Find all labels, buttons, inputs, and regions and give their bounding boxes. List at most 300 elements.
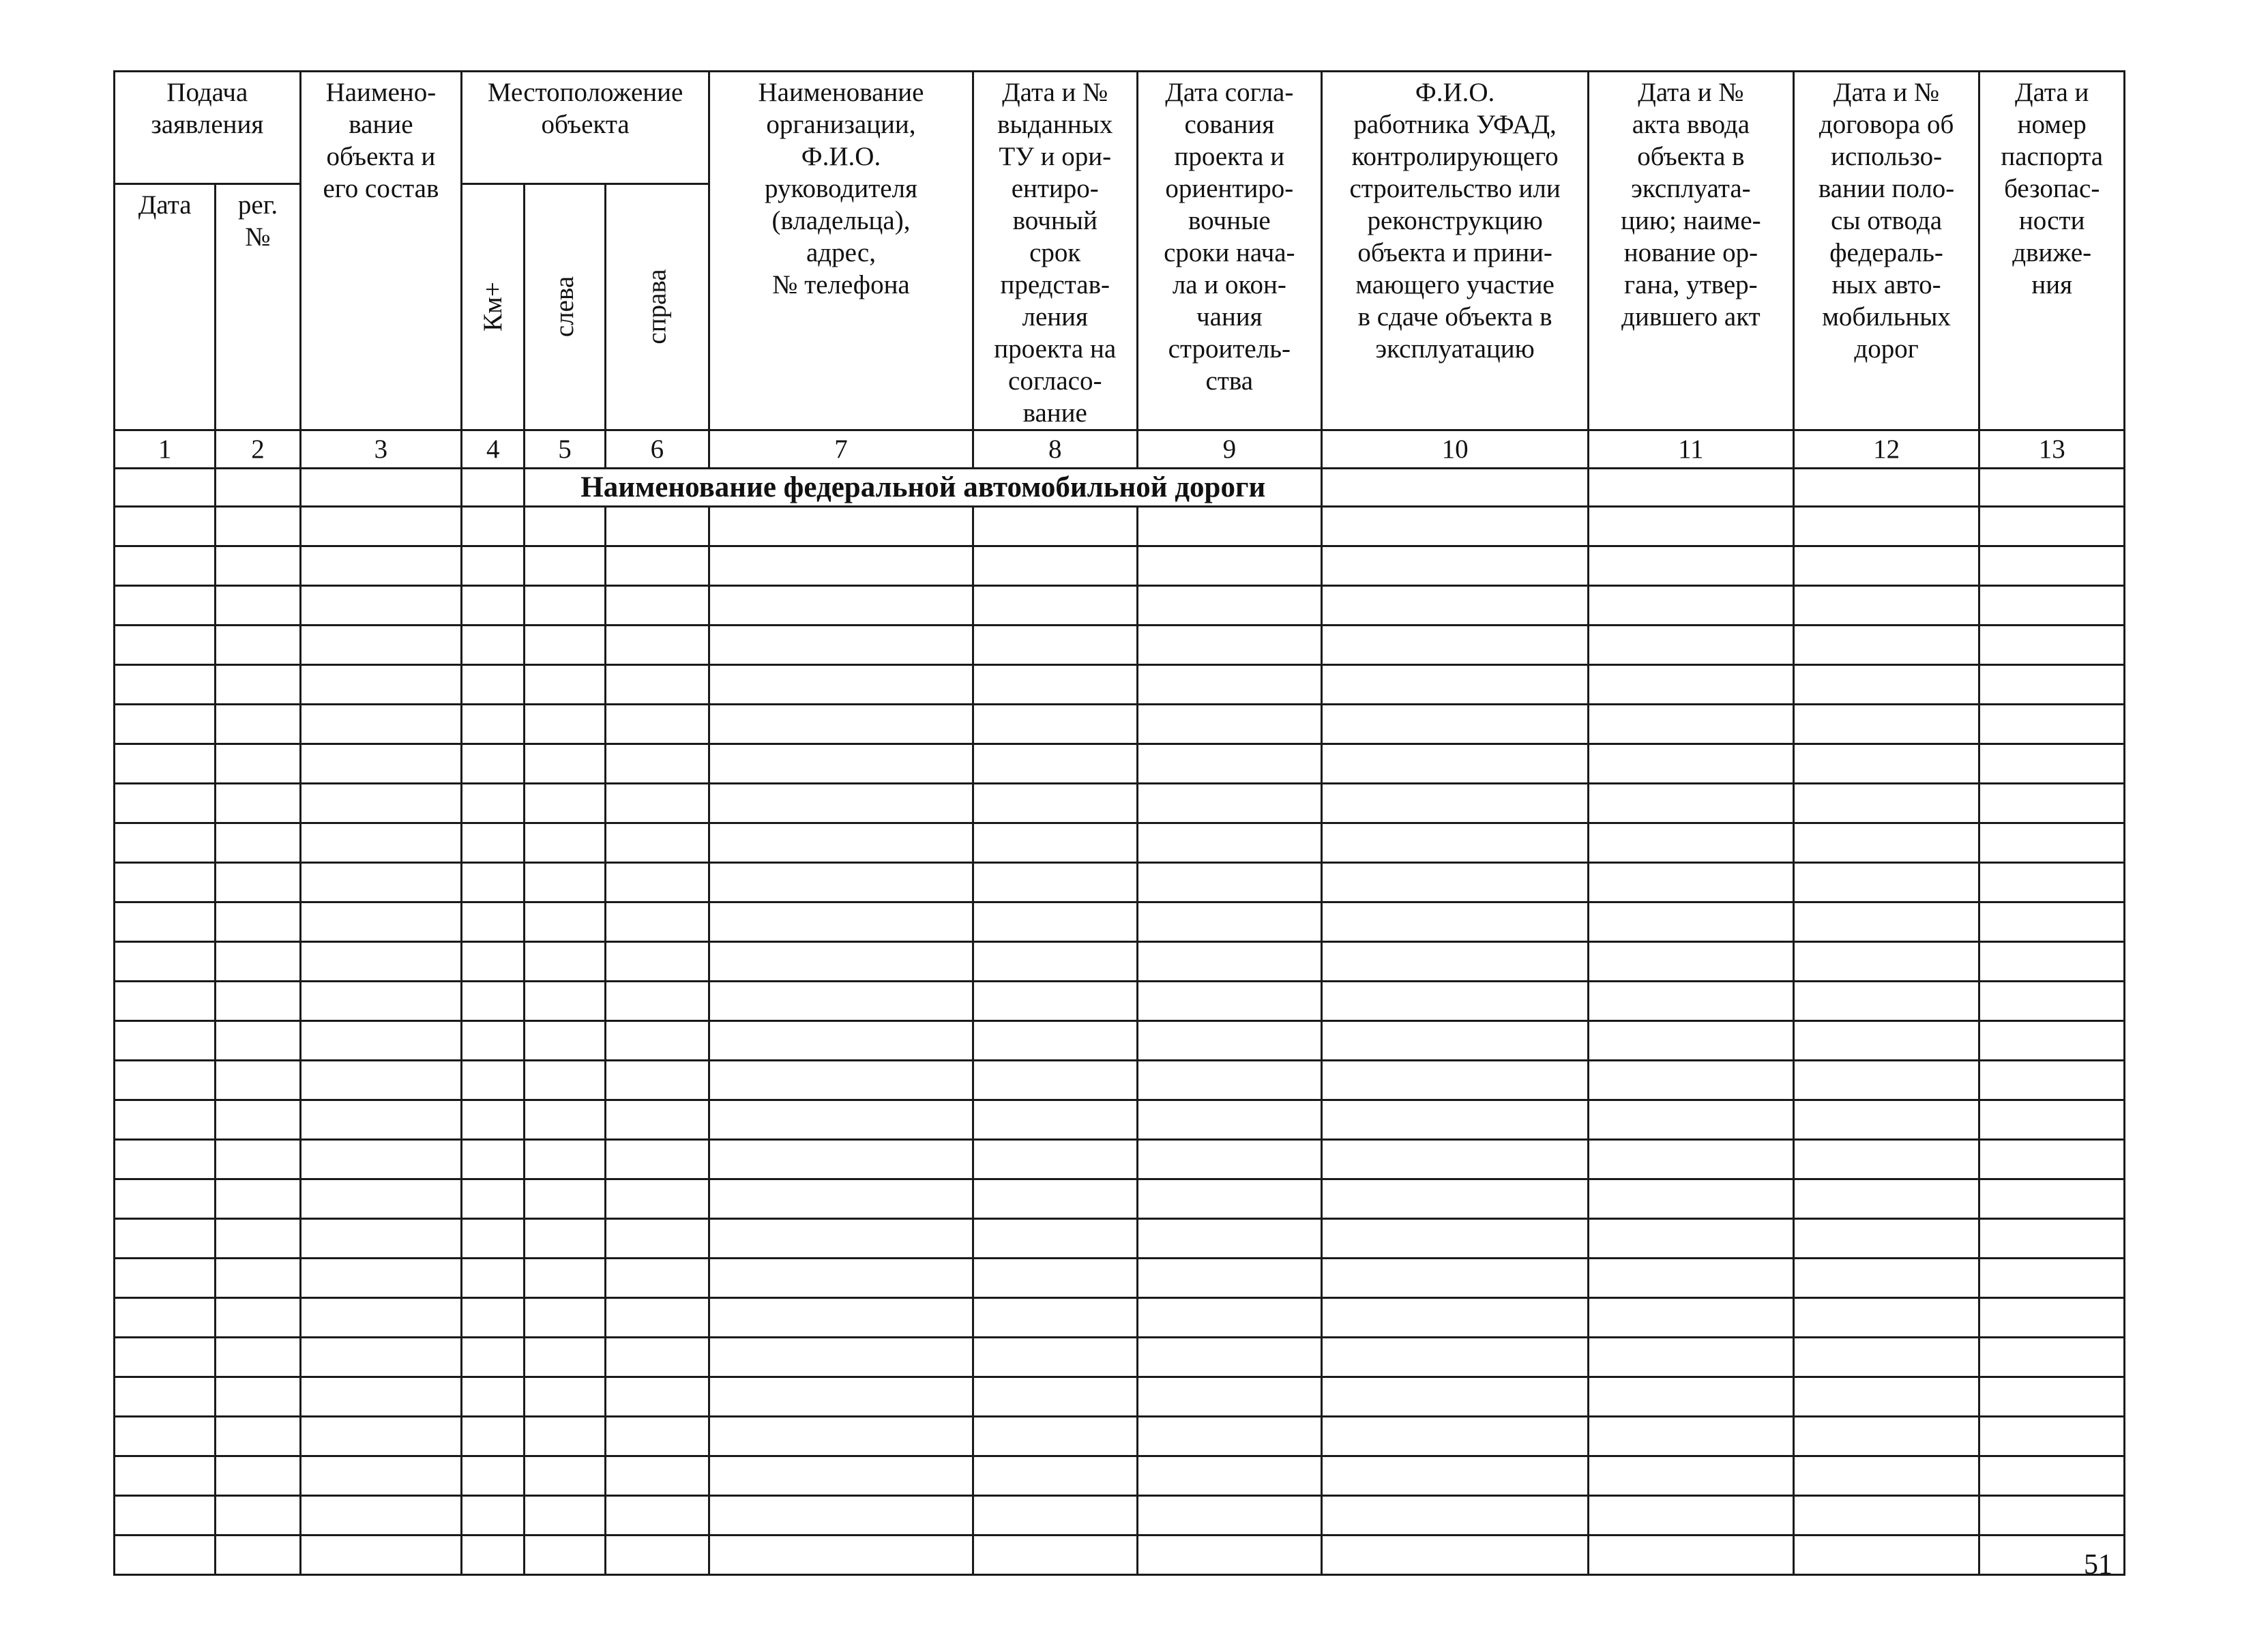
- table-cell[interactable]: [525, 1061, 605, 1100]
- table-cell[interactable]: [300, 784, 462, 823]
- table-cell[interactable]: [1589, 902, 1794, 942]
- table-cell[interactable]: [1793, 744, 1979, 784]
- table-cell[interactable]: [605, 1377, 709, 1417]
- table-cell[interactable]: [1979, 902, 2125, 942]
- table-cell[interactable]: [300, 626, 462, 665]
- table-cell[interactable]: [605, 744, 709, 784]
- table-cell[interactable]: [605, 1536, 709, 1575]
- table-cell[interactable]: [1589, 1417, 1794, 1456]
- table-cell[interactable]: [1589, 1456, 1794, 1496]
- table-cell[interactable]: [216, 1100, 300, 1140]
- table-cell[interactable]: [525, 1100, 605, 1140]
- table-cell[interactable]: [709, 546, 973, 586]
- table-cell[interactable]: [605, 1417, 709, 1456]
- table-cell[interactable]: [1589, 942, 1794, 982]
- table-cell[interactable]: [216, 1377, 300, 1417]
- table-cell[interactable]: [216, 1417, 300, 1456]
- table-cell[interactable]: [300, 1298, 462, 1338]
- table-cell[interactable]: [300, 1179, 462, 1219]
- table-cell[interactable]: [525, 863, 605, 902]
- table-cell[interactable]: [709, 784, 973, 823]
- table-cell[interactable]: [115, 1496, 216, 1536]
- table-cell[interactable]: [1793, 626, 1979, 665]
- table-cell[interactable]: [709, 1536, 973, 1575]
- table-cell[interactable]: [462, 1140, 525, 1179]
- table-cell[interactable]: [973, 942, 1137, 982]
- table-cell[interactable]: [1137, 1456, 1322, 1496]
- table-cell[interactable]: [216, 546, 300, 586]
- table-cell[interactable]: [1589, 1377, 1794, 1417]
- table-cell[interactable]: [709, 1100, 973, 1140]
- table-cell[interactable]: [1979, 546, 2125, 586]
- table-cell[interactable]: [525, 1219, 605, 1259]
- table-cell[interactable]: [115, 1338, 216, 1377]
- table-cell[interactable]: [1979, 1298, 2125, 1338]
- table-cell[interactable]: [1793, 1179, 1979, 1219]
- table-cell[interactable]: [462, 546, 525, 586]
- table-cell[interactable]: [605, 784, 709, 823]
- table-cell[interactable]: [462, 1377, 525, 1417]
- table-cell[interactable]: [605, 1456, 709, 1496]
- table-cell[interactable]: [216, 902, 300, 942]
- table-cell[interactable]: [605, 1100, 709, 1140]
- table-cell[interactable]: [462, 626, 525, 665]
- table-cell[interactable]: [1322, 1456, 1589, 1496]
- table-cell[interactable]: [1589, 1338, 1794, 1377]
- table-cell[interactable]: [1589, 1179, 1794, 1219]
- table-cell[interactable]: [115, 1298, 216, 1338]
- table-cell[interactable]: [1979, 1140, 2125, 1179]
- table-cell[interactable]: [525, 942, 605, 982]
- table-cell[interactable]: [1137, 863, 1322, 902]
- table-cell[interactable]: [1589, 1536, 1794, 1575]
- table-cell[interactable]: [462, 1338, 525, 1377]
- table-cell[interactable]: [1793, 1219, 1979, 1259]
- table-cell[interactable]: [115, 1140, 216, 1179]
- table-cell[interactable]: [115, 546, 216, 586]
- table-cell[interactable]: [1322, 1140, 1589, 1179]
- table-cell[interactable]: [462, 1259, 525, 1298]
- table-cell[interactable]: [1137, 1061, 1322, 1100]
- table-cell[interactable]: [216, 705, 300, 744]
- table-cell[interactable]: [300, 1061, 462, 1100]
- table-cell[interactable]: [709, 982, 973, 1021]
- table-cell[interactable]: [462, 942, 525, 982]
- table-cell[interactable]: [300, 744, 462, 784]
- table-cell[interactable]: [462, 1061, 525, 1100]
- table-cell[interactable]: [1793, 1140, 1979, 1179]
- table-cell[interactable]: [115, 823, 216, 863]
- table-cell[interactable]: [525, 665, 605, 705]
- table-cell[interactable]: [525, 1456, 605, 1496]
- table-cell[interactable]: [973, 1417, 1137, 1456]
- table-cell[interactable]: [1589, 1219, 1794, 1259]
- table-cell[interactable]: [300, 1377, 462, 1417]
- table-cell[interactable]: [1137, 1298, 1322, 1338]
- table-cell[interactable]: [973, 1219, 1137, 1259]
- table-cell[interactable]: [1979, 1061, 2125, 1100]
- table-cell[interactable]: [1589, 744, 1794, 784]
- table-cell[interactable]: [1322, 823, 1589, 863]
- table-cell[interactable]: [115, 784, 216, 823]
- table-cell[interactable]: [1137, 1536, 1322, 1575]
- table-cell[interactable]: [1979, 507, 2125, 546]
- table-cell[interactable]: [216, 626, 300, 665]
- table-cell[interactable]: [709, 1496, 973, 1536]
- table-cell[interactable]: [1979, 1496, 2125, 1536]
- table-cell[interactable]: [1979, 1259, 2125, 1298]
- table-cell[interactable]: [973, 1100, 1137, 1140]
- table-cell[interactable]: [115, 1179, 216, 1219]
- table-cell[interactable]: [525, 823, 605, 863]
- table-cell[interactable]: [216, 823, 300, 863]
- table-cell[interactable]: [216, 1259, 300, 1298]
- table-cell[interactable]: [1322, 1219, 1589, 1259]
- table-cell[interactable]: [462, 1021, 525, 1061]
- table-cell[interactable]: [1322, 665, 1589, 705]
- table-cell[interactable]: [216, 507, 300, 546]
- table-cell[interactable]: [300, 705, 462, 744]
- table-cell[interactable]: [300, 823, 462, 863]
- table-cell[interactable]: [525, 1536, 605, 1575]
- table-cell[interactable]: [115, 1536, 216, 1575]
- table-cell[interactable]: [1979, 784, 2125, 823]
- table-cell[interactable]: [709, 626, 973, 665]
- table-cell[interactable]: [525, 1179, 605, 1219]
- table-cell[interactable]: [1979, 1417, 2125, 1456]
- table-cell[interactable]: [462, 1179, 525, 1219]
- table-cell[interactable]: [1979, 705, 2125, 744]
- table-cell[interactable]: [973, 902, 1137, 942]
- table-cell[interactable]: [462, 982, 525, 1021]
- table-cell[interactable]: [462, 1219, 525, 1259]
- table-cell[interactable]: [1322, 942, 1589, 982]
- table-cell[interactable]: [1322, 586, 1589, 626]
- table-cell[interactable]: [115, 665, 216, 705]
- table-cell[interactable]: [300, 1100, 462, 1140]
- table-cell[interactable]: [1793, 665, 1979, 705]
- table-cell[interactable]: [525, 1417, 605, 1456]
- table-cell[interactable]: [973, 546, 1137, 586]
- table-cell[interactable]: [709, 823, 973, 863]
- table-cell[interactable]: [605, 626, 709, 665]
- table-cell[interactable]: [1793, 546, 1979, 586]
- table-cell[interactable]: [1793, 1338, 1979, 1377]
- table-cell[interactable]: [462, 863, 525, 902]
- table-cell[interactable]: [1793, 902, 1979, 942]
- table-cell[interactable]: [1979, 863, 2125, 902]
- table-cell[interactable]: [709, 507, 973, 546]
- table-cell[interactable]: [1322, 1338, 1589, 1377]
- table-cell[interactable]: [300, 665, 462, 705]
- table-cell[interactable]: [1979, 586, 2125, 626]
- table-cell[interactable]: [1322, 1536, 1589, 1575]
- table-cell[interactable]: [216, 586, 300, 626]
- table-cell[interactable]: [525, 507, 605, 546]
- table-cell[interactable]: [1589, 626, 1794, 665]
- table-cell[interactable]: [115, 1061, 216, 1100]
- table-cell[interactable]: [973, 665, 1137, 705]
- table-cell[interactable]: [1137, 1219, 1322, 1259]
- table-cell[interactable]: [1979, 626, 2125, 665]
- table-cell[interactable]: [525, 1140, 605, 1179]
- table-cell[interactable]: [709, 1061, 973, 1100]
- table-cell[interactable]: [300, 1259, 462, 1298]
- table-cell[interactable]: [605, 546, 709, 586]
- table-cell[interactable]: [709, 1140, 973, 1179]
- table-cell[interactable]: [709, 705, 973, 744]
- table-cell[interactable]: [216, 744, 300, 784]
- table-cell[interactable]: [973, 586, 1137, 626]
- table-cell[interactable]: [605, 1298, 709, 1338]
- table-cell[interactable]: [1322, 1496, 1589, 1536]
- table-cell[interactable]: [1589, 823, 1794, 863]
- table-cell[interactable]: [300, 863, 462, 902]
- table-cell[interactable]: [1137, 1377, 1322, 1417]
- table-cell[interactable]: [525, 902, 605, 942]
- table-cell[interactable]: [1137, 1140, 1322, 1179]
- table-cell[interactable]: [605, 1219, 709, 1259]
- table-cell[interactable]: [1979, 982, 2125, 1021]
- table-cell[interactable]: [300, 1338, 462, 1377]
- table-cell[interactable]: [300, 1536, 462, 1575]
- table-cell[interactable]: [973, 863, 1137, 902]
- table-cell[interactable]: [1137, 1259, 1322, 1298]
- table-cell[interactable]: [462, 1100, 525, 1140]
- table-cell[interactable]: [973, 784, 1137, 823]
- table-cell[interactable]: [973, 744, 1137, 784]
- table-cell[interactable]: [115, 902, 216, 942]
- table-cell[interactable]: [216, 1140, 300, 1179]
- table-cell[interactable]: [115, 982, 216, 1021]
- table-cell[interactable]: [300, 1219, 462, 1259]
- table-cell[interactable]: [1793, 1061, 1979, 1100]
- table-cell[interactable]: [216, 1298, 300, 1338]
- table-cell[interactable]: [1137, 705, 1322, 744]
- table-cell[interactable]: [300, 1417, 462, 1456]
- table-cell[interactable]: [115, 1456, 216, 1496]
- table-cell[interactable]: [525, 586, 605, 626]
- table-cell[interactable]: [1793, 507, 1979, 546]
- table-cell[interactable]: [1589, 1259, 1794, 1298]
- table-cell[interactable]: [709, 1298, 973, 1338]
- table-cell[interactable]: [709, 1456, 973, 1496]
- table-cell[interactable]: [1793, 1536, 1979, 1575]
- table-cell[interactable]: [1322, 1417, 1589, 1456]
- table-cell[interactable]: [1793, 1259, 1979, 1298]
- table-cell[interactable]: [709, 1021, 973, 1061]
- table-cell[interactable]: [605, 586, 709, 626]
- table-cell[interactable]: [300, 1496, 462, 1536]
- table-cell[interactable]: [709, 1338, 973, 1377]
- table-cell[interactable]: [1793, 1021, 1979, 1061]
- table-cell[interactable]: [525, 1338, 605, 1377]
- table-cell[interactable]: [525, 1377, 605, 1417]
- table-cell[interactable]: [605, 982, 709, 1021]
- table-cell[interactable]: [605, 705, 709, 744]
- table-cell[interactable]: [462, 1417, 525, 1456]
- table-cell[interactable]: [1979, 665, 2125, 705]
- table-cell[interactable]: [1589, 1140, 1794, 1179]
- table-cell[interactable]: [1137, 586, 1322, 626]
- table-cell[interactable]: [605, 507, 709, 546]
- table-cell[interactable]: [462, 586, 525, 626]
- table-cell[interactable]: [605, 1179, 709, 1219]
- table-cell[interactable]: [1793, 586, 1979, 626]
- table-cell[interactable]: [1793, 1496, 1979, 1536]
- table-cell[interactable]: [1322, 1298, 1589, 1338]
- table-cell[interactable]: [973, 1456, 1137, 1496]
- table-cell[interactable]: [1137, 942, 1322, 982]
- table-cell[interactable]: [1322, 1021, 1589, 1061]
- table-cell[interactable]: [1793, 1298, 1979, 1338]
- table-cell[interactable]: [1979, 1456, 2125, 1496]
- table-cell[interactable]: [1589, 982, 1794, 1021]
- table-cell[interactable]: [1137, 1417, 1322, 1456]
- table-cell[interactable]: [973, 1536, 1137, 1575]
- table-cell[interactable]: [973, 1021, 1137, 1061]
- table-cell[interactable]: [973, 1259, 1137, 1298]
- table-cell[interactable]: [115, 744, 216, 784]
- table-cell[interactable]: [709, 1259, 973, 1298]
- table-cell[interactable]: [1589, 1496, 1794, 1536]
- table-cell[interactable]: [216, 982, 300, 1021]
- table-cell[interactable]: [1137, 982, 1322, 1021]
- table-cell[interactable]: [1322, 1259, 1589, 1298]
- table-cell[interactable]: [115, 1021, 216, 1061]
- table-cell[interactable]: [216, 1536, 300, 1575]
- table-cell[interactable]: [1137, 1021, 1322, 1061]
- table-cell[interactable]: [1979, 942, 2125, 982]
- table-cell[interactable]: [115, 586, 216, 626]
- table-cell[interactable]: [605, 1021, 709, 1061]
- table-cell[interactable]: [115, 1377, 216, 1417]
- table-cell[interactable]: [525, 546, 605, 586]
- table-cell[interactable]: [709, 1179, 973, 1219]
- table-cell[interactable]: [973, 626, 1137, 665]
- table-cell[interactable]: [1979, 1179, 2125, 1219]
- table-cell[interactable]: [1589, 507, 1794, 546]
- table-cell[interactable]: [1793, 1100, 1979, 1140]
- table-cell[interactable]: [216, 1021, 300, 1061]
- table-cell[interactable]: [300, 586, 462, 626]
- table-cell[interactable]: [1137, 1496, 1322, 1536]
- table-cell[interactable]: [709, 942, 973, 982]
- table-cell[interactable]: [1137, 507, 1322, 546]
- table-cell[interactable]: [1793, 1377, 1979, 1417]
- table-cell[interactable]: [709, 1377, 973, 1417]
- table-cell[interactable]: [709, 863, 973, 902]
- table-cell[interactable]: [1589, 863, 1794, 902]
- table-cell[interactable]: [1322, 744, 1589, 784]
- table-cell[interactable]: [1979, 1338, 2125, 1377]
- table-cell[interactable]: [462, 744, 525, 784]
- table-cell[interactable]: [1137, 1100, 1322, 1140]
- table-cell[interactable]: [1322, 784, 1589, 823]
- table-cell[interactable]: [605, 1338, 709, 1377]
- table-cell[interactable]: [709, 902, 973, 942]
- table-cell[interactable]: [462, 1536, 525, 1575]
- table-cell[interactable]: [216, 1219, 300, 1259]
- table-cell[interactable]: [1979, 1219, 2125, 1259]
- table-cell[interactable]: [300, 902, 462, 942]
- table-cell[interactable]: [1793, 705, 1979, 744]
- table-cell[interactable]: [1793, 823, 1979, 863]
- table-cell[interactable]: [525, 1021, 605, 1061]
- table-cell[interactable]: [300, 507, 462, 546]
- table-cell[interactable]: [1322, 1100, 1589, 1140]
- table-cell[interactable]: [1589, 705, 1794, 744]
- table-cell[interactable]: [1322, 546, 1589, 586]
- table-cell[interactable]: [300, 982, 462, 1021]
- table-cell[interactable]: [1979, 1100, 2125, 1140]
- table-cell[interactable]: [115, 1259, 216, 1298]
- table-cell[interactable]: [973, 507, 1137, 546]
- table-cell[interactable]: [462, 1496, 525, 1536]
- table-cell[interactable]: [462, 1298, 525, 1338]
- table-cell[interactable]: [1322, 982, 1589, 1021]
- table-cell[interactable]: [300, 1021, 462, 1061]
- table-cell[interactable]: [525, 1298, 605, 1338]
- table-cell[interactable]: [1137, 902, 1322, 942]
- table-cell[interactable]: [1793, 784, 1979, 823]
- table-cell[interactable]: [973, 1377, 1137, 1417]
- table-cell[interactable]: [300, 546, 462, 586]
- table-cell[interactable]: [973, 1140, 1137, 1179]
- table-cell[interactable]: [1589, 1298, 1794, 1338]
- table-cell[interactable]: [525, 1259, 605, 1298]
- table-cell[interactable]: [1322, 507, 1589, 546]
- table-cell[interactable]: [216, 942, 300, 982]
- table-cell[interactable]: [709, 586, 973, 626]
- table-cell[interactable]: [709, 744, 973, 784]
- table-cell[interactable]: [1793, 1456, 1979, 1496]
- table-cell[interactable]: [1589, 1021, 1794, 1061]
- table-cell[interactable]: [216, 863, 300, 902]
- table-cell[interactable]: [525, 705, 605, 744]
- table-cell[interactable]: [1589, 1061, 1794, 1100]
- table-cell[interactable]: [709, 1417, 973, 1456]
- table-cell[interactable]: [1137, 784, 1322, 823]
- table-cell[interactable]: [462, 705, 525, 744]
- table-cell[interactable]: [1589, 586, 1794, 626]
- table-cell[interactable]: [1322, 626, 1589, 665]
- table-cell[interactable]: [1137, 546, 1322, 586]
- table-cell[interactable]: [115, 626, 216, 665]
- table-cell[interactable]: [605, 902, 709, 942]
- table-cell[interactable]: [115, 705, 216, 744]
- table-cell[interactable]: [1322, 902, 1589, 942]
- table-cell[interactable]: [973, 705, 1137, 744]
- table-cell[interactable]: [1137, 744, 1322, 784]
- table-cell[interactable]: [462, 823, 525, 863]
- table-cell[interactable]: [1137, 1338, 1322, 1377]
- table-cell[interactable]: [1322, 705, 1589, 744]
- table-cell[interactable]: [973, 1298, 1137, 1338]
- table-cell[interactable]: [525, 626, 605, 665]
- table-cell[interactable]: [216, 1061, 300, 1100]
- table-cell[interactable]: [216, 1179, 300, 1219]
- table-cell[interactable]: [1979, 1021, 2125, 1061]
- table-cell[interactable]: [709, 1219, 973, 1259]
- table-cell[interactable]: [300, 1140, 462, 1179]
- table-cell[interactable]: [605, 942, 709, 982]
- table-cell[interactable]: [216, 784, 300, 823]
- table-cell[interactable]: [1793, 982, 1979, 1021]
- table-cell[interactable]: [1979, 744, 2125, 784]
- table-cell[interactable]: [115, 863, 216, 902]
- table-cell[interactable]: [973, 1338, 1137, 1377]
